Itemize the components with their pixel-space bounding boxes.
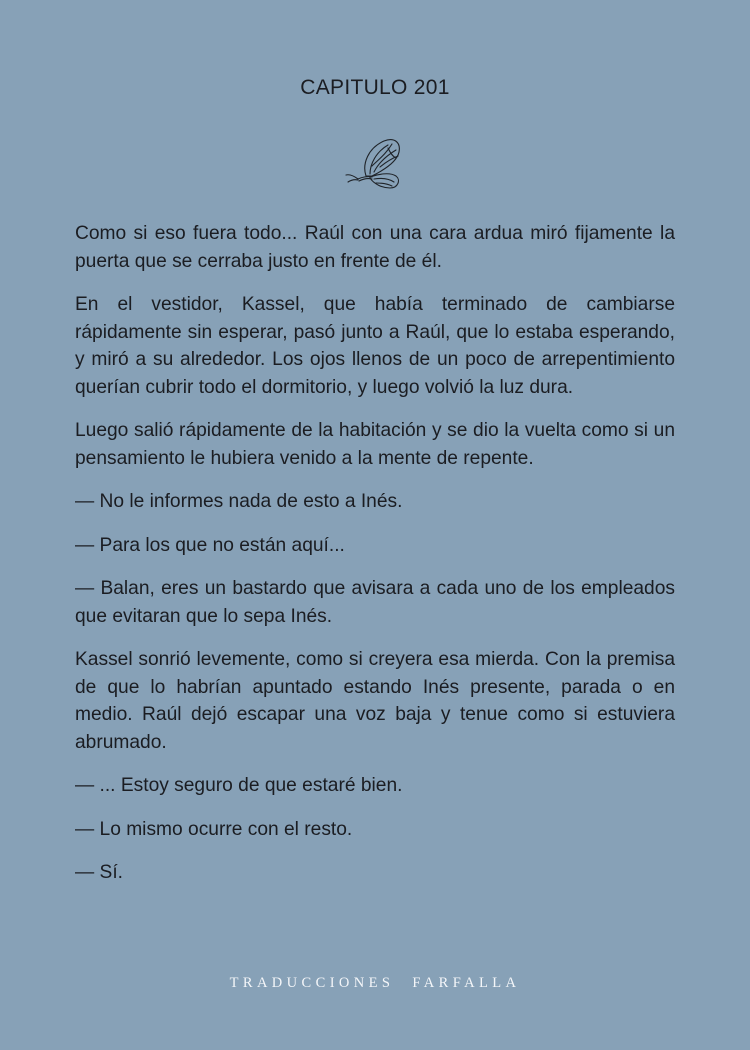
chapter-title: CAPITULO 201 (300, 76, 450, 99)
paragraph: Luego salió rápidamente de la habitación y se dio la vuelta como si un pensamiento le hubiera venido a la mente de repente. (75, 420, 675, 469)
dialogue-line: — Lo mismo ocurre con el resto. (75, 818, 353, 840)
butterfly-icon (344, 136, 404, 192)
footer-credit: TRADUCCIONES FARFALLA (229, 975, 521, 991)
paragraph: Kassel sonrió levemente, como si creyera esa mierda. Con la premisa de que lo habrían apuntado estando Inés presente, parada o en medio. Raúl dejó escapar una voz baja y tenue como si estuviera abrumado. (75, 649, 675, 753)
paragraph: Como si eso fuera todo... Raúl con una cara ardua miró fijamente la puerta que se cerraba justo en frente de él. (75, 223, 675, 272)
dialogue-line: — ... Estoy seguro de que estaré bien. (75, 775, 403, 796)
dialogue-line: — No le informes nada de esto a Inés. (75, 491, 403, 512)
dialogue-line: — Para los que no están aquí... (75, 534, 345, 556)
chapter-body (75, 220, 675, 903)
paragraph: En el vestidor, Kassel, que había terminado de cambiarse rápidamente sin esperar, pasó junto a Raúl, que lo estaba esperando, y miró a su alrededor. Los ojos llenos de un poco de arrepentimiento querían cubrir todo el dormitorio, y luego volvió la luz dura. (75, 294, 675, 398)
dialogue-line: — Balan, eres un bastardo que avisara a cada uno de los empleados que evitaran que lo sepa Inés. (75, 578, 675, 627)
dialogue-line: — Sí. (75, 862, 123, 883)
